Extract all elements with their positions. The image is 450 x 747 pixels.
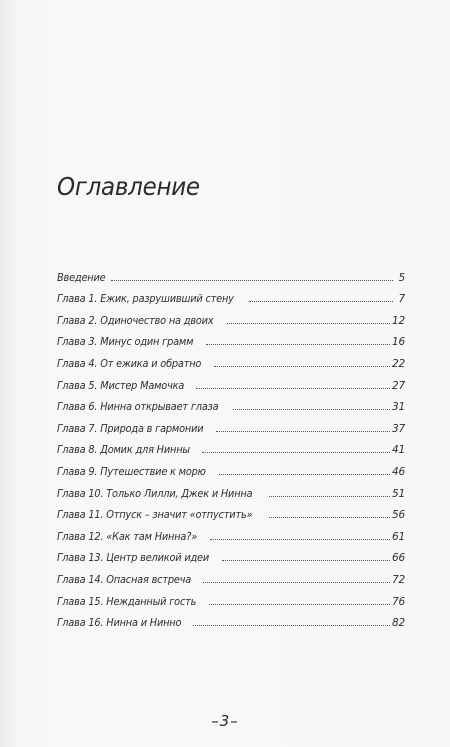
toc-entry-title: Глава 12. «Как там Нинна?»: [57, 530, 198, 543]
toc-entry-page: 22: [392, 357, 405, 370]
toc-entry-page: 46: [392, 465, 405, 478]
toc-entry-title: Глава 5. Мистер Мамочка: [57, 379, 185, 392]
toc-entry-page: 56: [392, 509, 405, 522]
toc-entry-page: 16: [392, 336, 405, 349]
toc-entry: [57, 327, 405, 349]
dot-leader: [269, 517, 390, 518]
toc-entry-title: Глава 15. Нежданный гость: [57, 595, 197, 608]
toc-entry-title: Глава 4. От ежика и обратно: [57, 357, 202, 370]
toc-entry-page: 82: [392, 617, 405, 630]
toc-entry-page: 61: [392, 530, 405, 543]
toc-entry: [57, 392, 405, 414]
toc-entry-title: Глава 3. Минус один грамм: [57, 336, 194, 349]
toc-entry-page: 51: [392, 487, 405, 500]
dot-leader: [249, 301, 393, 302]
toc-entry: [57, 435, 405, 457]
page-number: –3–: [211, 712, 239, 730]
dot-leader: [193, 625, 390, 626]
table-of-contents: [57, 262, 405, 629]
toc-entry-title: Глава 14. Опасная встреча: [57, 573, 192, 586]
dot-leader: [206, 344, 390, 345]
toc-entry-title: Глава 7. Природа в гармонии: [57, 422, 204, 435]
toc-entry: [57, 413, 405, 435]
dot-leader: [111, 280, 393, 281]
toc-entry-page: 27: [392, 379, 405, 392]
toc-entry-title: Глава 10. Только Лилли, Джек и Нинна: [57, 487, 253, 500]
dot-leader: [216, 431, 390, 432]
toc-entry-title: Глава 11. Отпуск – значит «отпустить»: [57, 509, 253, 522]
page-title: Оглавление: [57, 172, 200, 201]
toc-entry: [57, 500, 405, 522]
dot-leader: [222, 560, 390, 561]
toc-entry-page: 31: [392, 401, 405, 414]
toc-entry: [57, 564, 405, 586]
dot-leader: [203, 582, 390, 583]
toc-entry: [57, 284, 405, 306]
toc-entry-title: Глава 1. Ежик, разрушивший стену: [57, 293, 234, 306]
toc-entry: [57, 543, 405, 565]
toc-entry: [57, 456, 405, 478]
toc-entry-title: Введение: [57, 271, 106, 284]
toc-entry: [57, 608, 405, 630]
dot-leader: [269, 496, 390, 497]
toc-entry-page: 12: [392, 314, 405, 327]
toc-entry-page: 41: [392, 444, 405, 457]
dot-leader: [219, 474, 390, 475]
toc-entry-title: Глава 16. Нинна и Нинно: [57, 617, 182, 630]
toc-entry: [57, 370, 405, 392]
dot-leader: [233, 409, 390, 410]
toc-entry-page: 37: [392, 422, 405, 435]
toc-entry-page: 72: [392, 573, 405, 586]
dot-leader: [210, 539, 390, 540]
dot-leader: [196, 388, 390, 389]
toc-entry: [57, 478, 405, 500]
toc-entry-title: Глава 9. Путешествие к морю: [57, 465, 206, 478]
toc-entry: [57, 262, 405, 284]
toc-entry-title: Глава 6. Нинна открывает глаза: [57, 401, 219, 414]
toc-entry: [57, 586, 405, 608]
toc-entry-title: Глава 2. Одиночество на двоих: [57, 314, 214, 327]
toc-entry: [57, 521, 405, 543]
dot-leader: [227, 323, 390, 324]
dot-leader: [202, 452, 390, 453]
dot-leader: [214, 366, 390, 367]
toc-entry: [57, 348, 405, 370]
dot-leader: [209, 604, 390, 605]
toc-entry-title: Глава 13. Центр великой идеи: [57, 552, 210, 565]
toc-entry-title: Глава 8. Домик для Нинны: [57, 444, 190, 457]
toc-entry-page: 66: [392, 552, 405, 565]
toc-entry-page: 7: [398, 293, 405, 306]
toc-entry-page: 76: [392, 595, 405, 608]
toc-entry: [57, 305, 405, 327]
toc-entry-page: 5: [398, 271, 405, 284]
